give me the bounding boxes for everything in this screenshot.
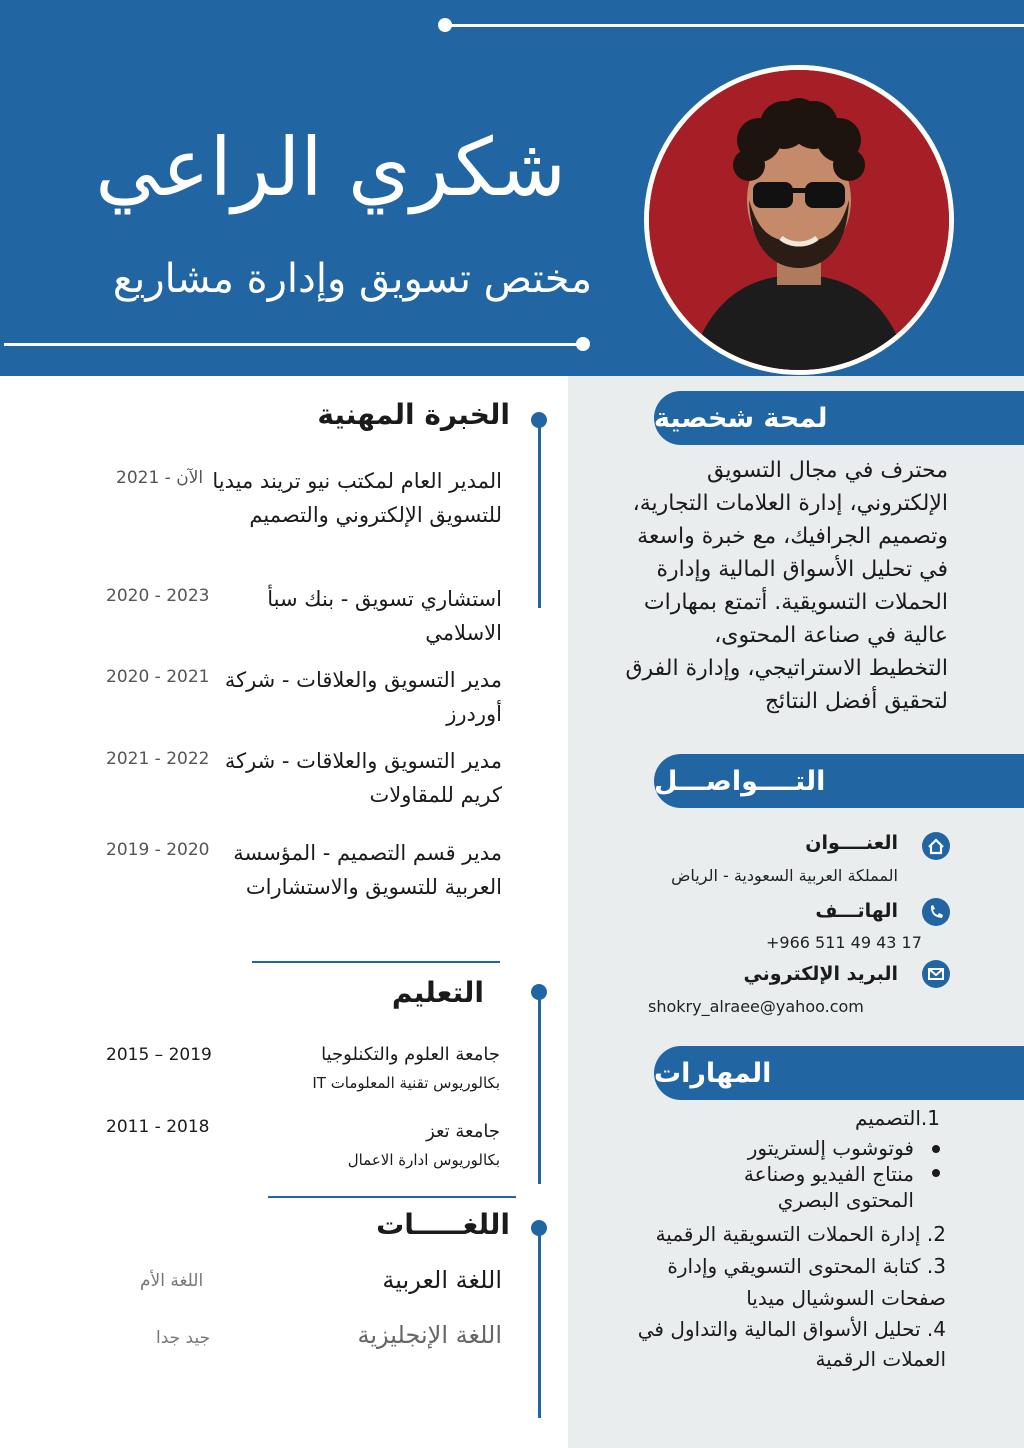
timeline-line: [538, 1228, 541, 1418]
portrait-illustration: [649, 70, 949, 370]
skill-content: 3. كتابة المحتوى التسويقي وإدارة: [667, 1254, 946, 1278]
profile-line: التخطيط الاستراتيجي، وإدارة الفرق: [625, 656, 948, 681]
phone-label: الهاتـــف: [815, 900, 898, 922]
language-level: اللغة الأم: [140, 1271, 204, 1291]
job-date: 2019 - 2020: [106, 840, 210, 860]
job-title-entry: مدير قسم التصميم - المؤسسة العربية للتسويق والاستشارات: [233, 841, 502, 899]
contact-heading: التــــواصـــل: [654, 754, 1024, 808]
language-level: جيد جدا: [156, 1328, 211, 1348]
email-label: البريد الإلكتروني: [743, 963, 898, 985]
skill-sub-item-cont: المحتوى البصري: [777, 1188, 914, 1212]
skill-content-cont: صفحات السوشيال ميديا: [746, 1286, 946, 1310]
skill-markets: 4. تحليل الأسواق المالية والتداول في: [637, 1317, 946, 1341]
header-dot-top: [438, 18, 452, 32]
profile-heading: لمحة شخصية: [654, 391, 1024, 445]
header-line-top: [446, 24, 1024, 27]
skill-markets-cont: العملات الرقمية: [815, 1347, 946, 1371]
header-line-bottom: [4, 343, 584, 346]
degree-name: بكالوريوس تقنية المعلومات IT: [312, 1074, 500, 1092]
address-value: المملكة العربية السعودية - الرياض: [671, 866, 898, 885]
skill-sub-item: فوتوشوب إلستريتور: [747, 1136, 914, 1160]
profile-line: عالية في صناعة المحتوى،: [714, 623, 948, 648]
bullet-icon: [932, 1145, 940, 1153]
phone-icon: [922, 898, 950, 926]
school-name: جامعة تعز: [426, 1121, 500, 1142]
person-name: شكري الراعي: [95, 121, 566, 214]
profile-line: الإلكتروني، إدارة العلامات التجارية،: [632, 491, 948, 516]
header-dot-bottom: [576, 337, 590, 351]
job-date: 2020 - 2023: [106, 586, 210, 606]
profile-line: وتصميم الجرافيك، مع خبرة واسعة: [637, 524, 948, 549]
job-title-entry: المدير العام لمكتب نيو تريند ميديا للتسويق الإلكتروني والتصميم: [212, 469, 502, 527]
section-divider: [252, 961, 500, 963]
skills-heading: المهارات: [654, 1046, 1024, 1100]
profile-line: لتحقيق أفضل النتائج: [764, 689, 948, 714]
skill-sub-item: منتاج الفيديو وصناعة: [743, 1162, 914, 1186]
address-label: العنــــوان: [805, 832, 898, 854]
timeline-line: [538, 420, 541, 608]
mail-icon: [922, 960, 950, 988]
phone-value[interactable]: +966 511 49 43 17: [766, 933, 922, 952]
education-date: 2015 – 2019: [106, 1045, 212, 1065]
job-title-entry: استشاري تسويق - بنك سبأ الاسلامي: [267, 587, 502, 645]
profile-text: [625, 454, 948, 718]
profile-line: محترف في مجال التسويق: [707, 458, 948, 483]
job-date: 2021 - الآن: [116, 468, 204, 488]
degree-name: بكالوريوس ادارة الاعمال: [347, 1151, 500, 1169]
language-name: اللغة العربية: [382, 1266, 502, 1294]
email-value[interactable]: shokry_alraee@yahoo.com: [648, 997, 864, 1016]
school-name: جامعة العلوم والتكنلوجيا: [321, 1044, 500, 1065]
experience-heading: الخبرة المهنية: [317, 398, 510, 431]
profile-line: في تحليل الأسواق المالية وإدارة: [656, 557, 948, 582]
section-divider: [268, 1196, 516, 1198]
job-title: مختص تسويق وإدارة مشاريع: [112, 256, 592, 302]
job-title-entry: مدير التسويق والعلاقات - شركة كريم للمقاولات: [224, 749, 502, 807]
profile-line: الحملات التسويقية. أتمتع بمهارات: [643, 590, 948, 615]
job-title-entry: مدير التسويق والعلاقات - شركة أوردرز: [224, 668, 502, 726]
job-date: 2020 - 2021: [106, 667, 210, 687]
skill-design: 1.التصميم: [854, 1106, 940, 1130]
language-name: اللغة الإنجليزية: [357, 1321, 502, 1349]
profile-photo: [644, 65, 954, 375]
languages-heading: اللغـــــات: [376, 1208, 510, 1241]
education-heading: التعليم: [391, 976, 484, 1009]
timeline-line: [538, 992, 541, 1184]
skill-campaigns: 2. إدارة الحملات التسويقية الرقمية: [655, 1222, 946, 1246]
bullet-icon: [932, 1169, 940, 1177]
home-icon: [922, 832, 950, 860]
education-date: 2011 - 2018: [106, 1117, 210, 1137]
job-date: 2021 - 2022: [106, 749, 210, 769]
